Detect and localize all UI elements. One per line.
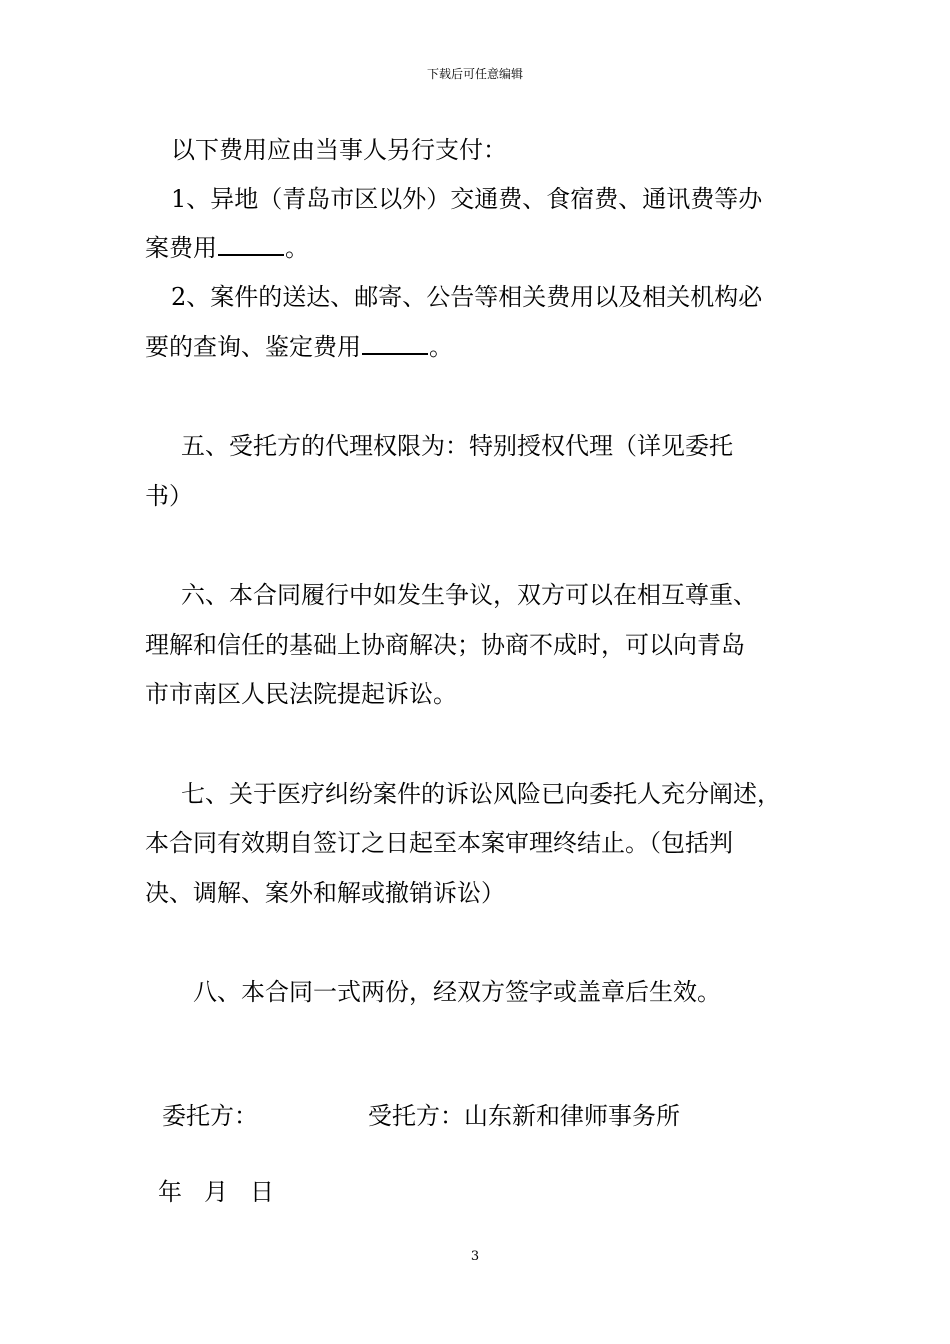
fee-1-blank	[218, 232, 284, 256]
clause-8: 八、本合同一式两份，经双方签字或盖章后生效。	[193, 978, 721, 1006]
clause-5-line-1: 五、受托方的代理权限为：特别授权代理（详见委托	[181, 432, 733, 460]
signature-line	[162, 1100, 680, 1132]
page-number: 3	[470, 1249, 480, 1264]
page-header: 下载后可任意编辑	[426, 67, 523, 81]
clause-6-line-3: 市市南区人民法院提起诉讼。	[145, 680, 457, 708]
clause-6-line-1: 六、本合同履行中如发生争议，双方可以在相互尊重、	[181, 581, 757, 609]
fee-item-2-line-1: 2、案件的送达、邮寄、公告等相关费用以及相关机构必	[171, 283, 763, 311]
fee-2-blank	[362, 331, 428, 355]
date-year: 年	[158, 1178, 182, 1206]
fee-item-1-end: 。	[285, 234, 309, 262]
date-month: 月	[204, 1178, 228, 1206]
fee-item-1-line-1: 1、异地（青岛市区以外）交通费、食宿费、通讯费等办	[171, 185, 763, 213]
clause-7-line-2: 本合同有效期自签订之日起至本案审理终结止。（包括判	[145, 829, 733, 857]
date-line	[158, 1176, 274, 1208]
agent-label: 受托方：山东新和律师事务所	[368, 1102, 680, 1130]
clause-5-line-2: 书）	[145, 482, 193, 510]
fee-item-1-text: 案费用	[145, 234, 217, 262]
fee-item-1-line-2	[145, 232, 309, 264]
fees-intro: 以下费用应由当事人另行支付：	[171, 136, 507, 164]
clause-7-line-3: 决、调解、案外和解或撤销诉讼）	[145, 879, 505, 907]
clause-6-line-2: 理解和信任的基础上协商解决；协商不成时，可以向青岛	[145, 631, 745, 659]
fee-item-2-line-2	[145, 331, 453, 363]
clause-7-line-1: 七、关于医疗纠纷案件的诉讼风险已向委托人充分阐述，	[181, 780, 781, 808]
fee-item-2-end: 。	[429, 333, 453, 361]
client-label: 委托方：	[162, 1102, 258, 1130]
fee-item-2-text: 要的查询、鉴定费用	[145, 333, 361, 361]
date-day: 日	[250, 1178, 274, 1206]
